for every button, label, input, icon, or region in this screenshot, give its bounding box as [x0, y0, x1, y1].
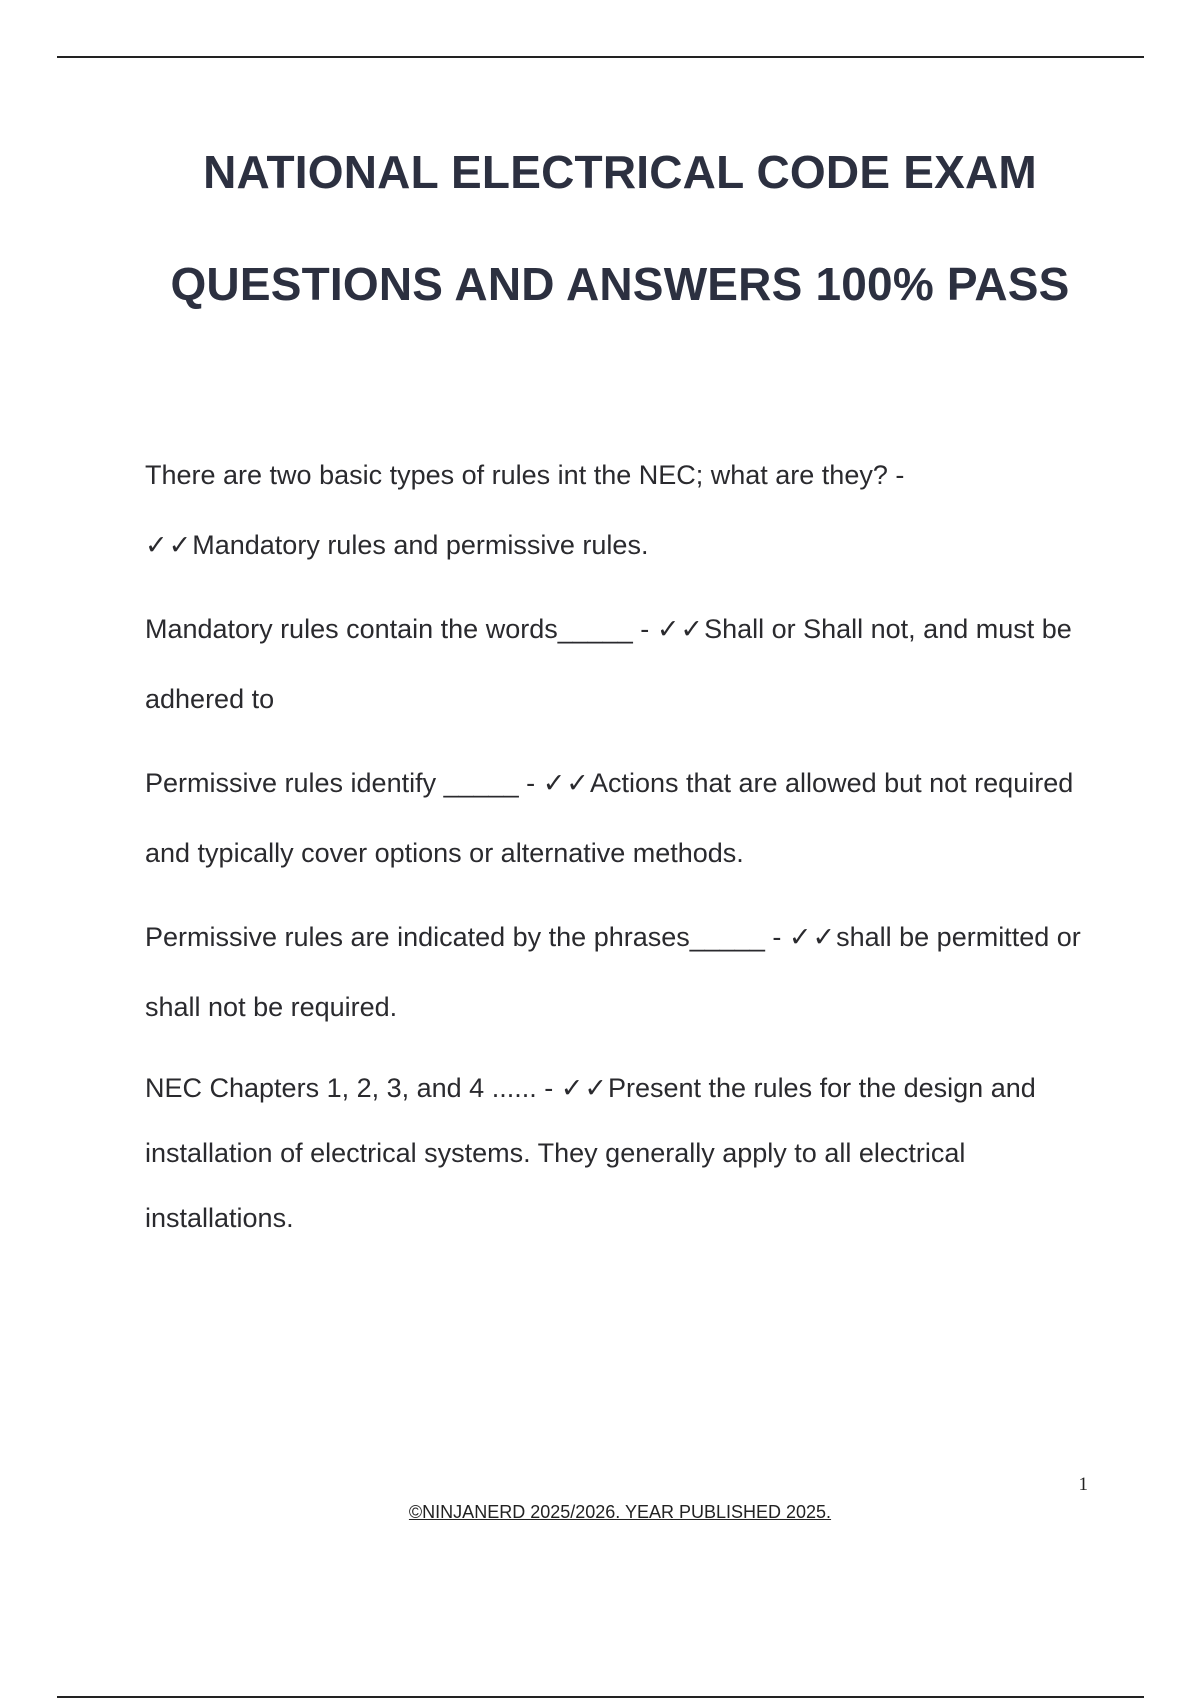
answer-text: Shall or Shall not, and must be adhered to — [145, 614, 1072, 714]
qa-item — [145, 1056, 1100, 1251]
footer-copyright: ©NINJANERD 2025/2026. YEAR PUBLISHED 2025. — [408, 1502, 832, 1522]
qa-item — [145, 902, 1100, 1042]
answer-text: Mandatory rules and permissive rules. — [192, 530, 649, 560]
qa-item — [145, 748, 1100, 888]
qa-list — [145, 440, 1100, 1251]
document-title-line-1: NATIONAL ELECTRICAL CODE EXAM — [203, 146, 1037, 198]
document-title-line-2: QUESTIONS AND ANSWERS 100% PASS — [170, 258, 1070, 310]
double-check-icon: ✓✓ — [560, 1073, 608, 1103]
question-text: Permissive rules identify _____ - — [145, 768, 536, 798]
qa-item — [145, 594, 1100, 734]
double-check-icon: ✓✓ — [145, 530, 193, 560]
page-number: 1 — [1078, 1474, 1088, 1495]
answer-text: shall be permitted or shall not be required. — [145, 922, 1081, 1022]
double-check-icon: ✓✓ — [788, 922, 837, 952]
question-text: There are two basic types of rules int the NEC; what are they? - — [145, 460, 905, 490]
top-divider — [57, 56, 1144, 58]
bottom-divider — [57, 1696, 1144, 1698]
question-text: Mandatory rules contain the words_____ - — [145, 614, 650, 644]
double-check-icon: ✓✓ — [656, 614, 705, 644]
question-text: Permissive rules are indicated by the phrases_____ - — [145, 922, 782, 952]
double-check-icon: ✓✓ — [542, 768, 590, 798]
answer-text: Present the rules for the design and installation of electrical systems. They generally apply to all electrical installations. — [145, 1073, 1036, 1233]
qa-item — [145, 440, 1100, 580]
answer-text: Actions that are allowed but not required and typically cover options or alternative methods. — [145, 768, 1074, 868]
question-text: NEC Chapters 1, 2, 3, and 4 ...... - — [145, 1073, 554, 1103]
